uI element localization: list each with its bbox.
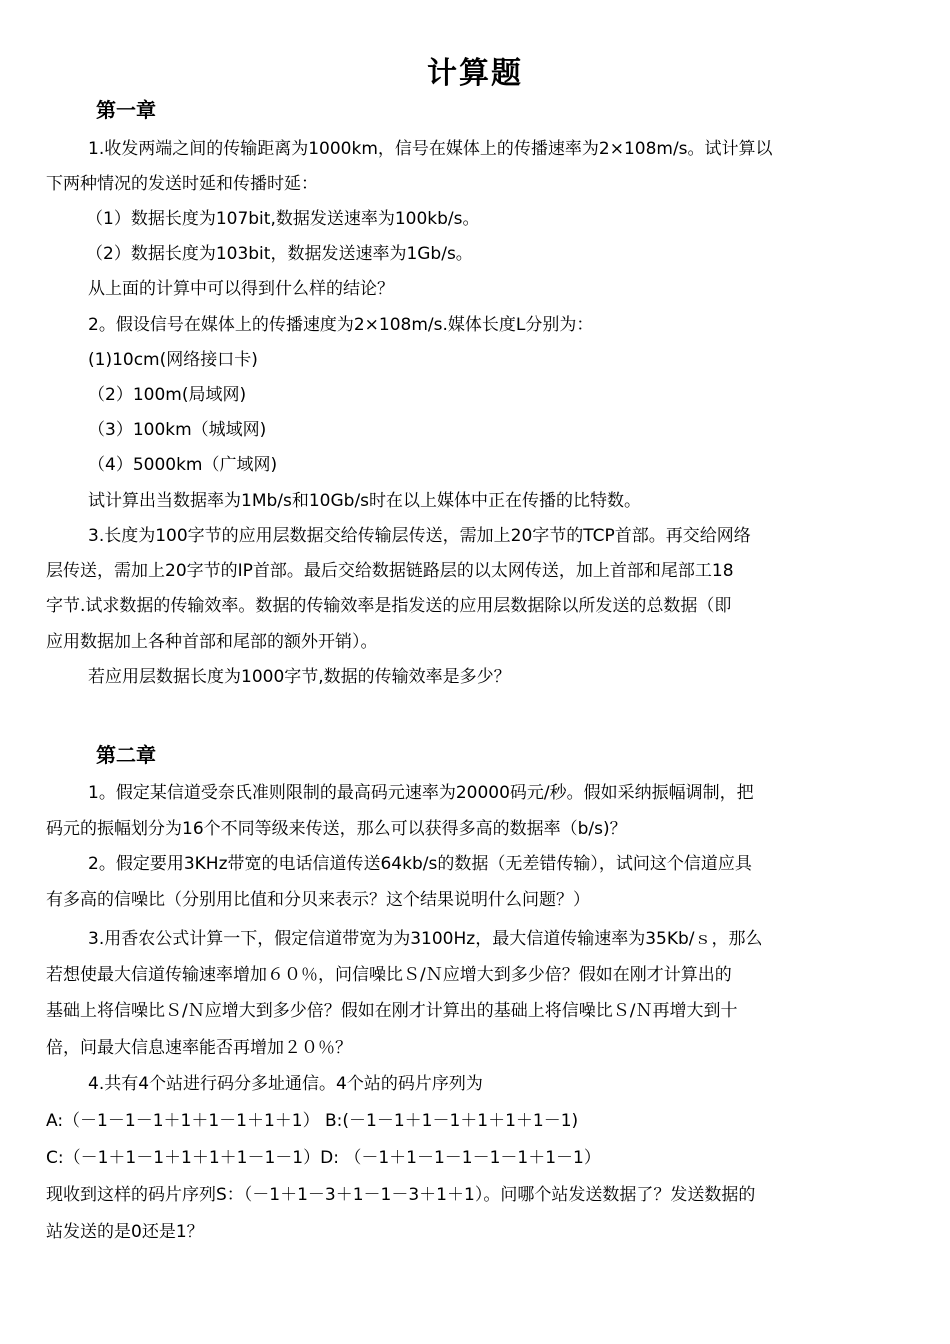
paragraph-line: 若应用层数据长度为1000字节,数据的传输效率是多少？ xyxy=(88,667,511,687)
paragraph-line: C:（－1＋1－1＋1＋1＋1－1－1）D: （－1＋1－1－1－1－1＋1－1） xyxy=(46,1148,601,1168)
paragraph-line: 码元的振幅划分为16个不同等级来传送，那么可以获得多高的数据率（b/s)？ xyxy=(46,819,627,839)
paragraph-line: （2）100m(局域网) xyxy=(88,385,247,405)
paragraph-line: 4.共有4个站进行码分多址通信。4个站的码片序列为 xyxy=(88,1074,483,1094)
paragraph-line: 现收到这样的码片序列S：（－1＋1－3＋1－1－3＋1＋1）。问哪个站发送数据了？发送数据的 xyxy=(46,1185,756,1205)
paragraph-line: 2。假设信号在媒体上的传播速度为2×108m/s.媒体长度L分别为： xyxy=(88,315,594,335)
page-title: 计算题 xyxy=(427,56,523,91)
paragraph-line: （3）100km（城域网) xyxy=(88,420,267,440)
paragraph-line: （4）5000km（广域网) xyxy=(88,455,278,475)
chapter-1-heading: 第一章 xyxy=(96,98,156,122)
paragraph-line: 基础上将信噪比Ｓ/Ｎ应增大到多少倍？假如在刚才计算出的基础上将信噪比Ｓ/Ｎ再增大到十 xyxy=(46,1001,738,1021)
chapter-2-heading: 第二章 xyxy=(96,743,156,767)
paragraph-line: 从上面的计算中可以得到什么样的结论？ xyxy=(88,279,394,299)
paragraph-line: （1）数据长度为107bit,数据发送速率为100kb/s。 xyxy=(86,209,480,229)
paragraph-line: 1.收发两端之间的传输距离为1000km，信号在媒体上的传播速率为2×108m/s。试计算以 xyxy=(88,139,773,159)
paragraph-line: 字节.试求数据的传输效率。数据的传输效率是指发送的应用层数据除以所发送的总数据（即 xyxy=(46,596,732,616)
paragraph-line: 下两种情况的发送时延和传播时延： xyxy=(46,174,318,194)
paragraph-line: (1)10cm(网络接口卡) xyxy=(88,350,258,370)
paragraph-line: 层传送，需加上20字节的IP首部。最后交给数据链路层的以太网传送，加上首部和尾部工18 xyxy=(46,561,734,581)
paragraph-line: 倍，问最大信息速率能否再增加２０％？ xyxy=(46,1038,352,1058)
paragraph-line: 有多高的信噪比（分别用比值和分贝来表示？这个结果说明什么问题？） xyxy=(46,890,590,910)
paragraph-line: 站发送的是0还是1？ xyxy=(46,1222,204,1242)
paragraph-line: 3.用香农公式计算一下，假定信道带宽为为3100Hz，最大信道传输速率为35Kb/ｓ，那么 xyxy=(88,929,763,949)
paragraph-line: 1。假定某信道受奈氏准则限制的最高码元速率为20000码元/秒。假如采纳振幅调制，把 xyxy=(88,783,754,803)
paragraph-line: 试计算出当数据率为1Mb/s和10Gb/s时在以上媒体中正在传播的比特数。 xyxy=(88,491,642,511)
paragraph-line: 若想使最大信道传输速率增加６０％，问信噪比Ｓ/Ｎ应增大到多少倍？假如在刚才计算出的 xyxy=(46,965,732,985)
paragraph-line: 应用数据加上各种首部和尾部的额外开销）。 xyxy=(46,632,378,652)
paragraph-line: 3.长度为100字节的应用层数据交给传输层传送，需加上20字节的TCP首部。再交给网络 xyxy=(88,526,751,546)
paragraph-line: A:（－1－1－1＋1＋1－1＋1＋1） B:(－1－1＋1－1＋1＋1＋1－1) xyxy=(46,1111,579,1131)
paragraph-line: （2）数据长度为103bit，数据发送速率为1Gb/s。 xyxy=(86,244,473,264)
paragraph-line: 2。假定要用3KHz带宽的电话信道传送64kb/s的数据（无差错传输），试问这个信道应具 xyxy=(88,854,752,874)
